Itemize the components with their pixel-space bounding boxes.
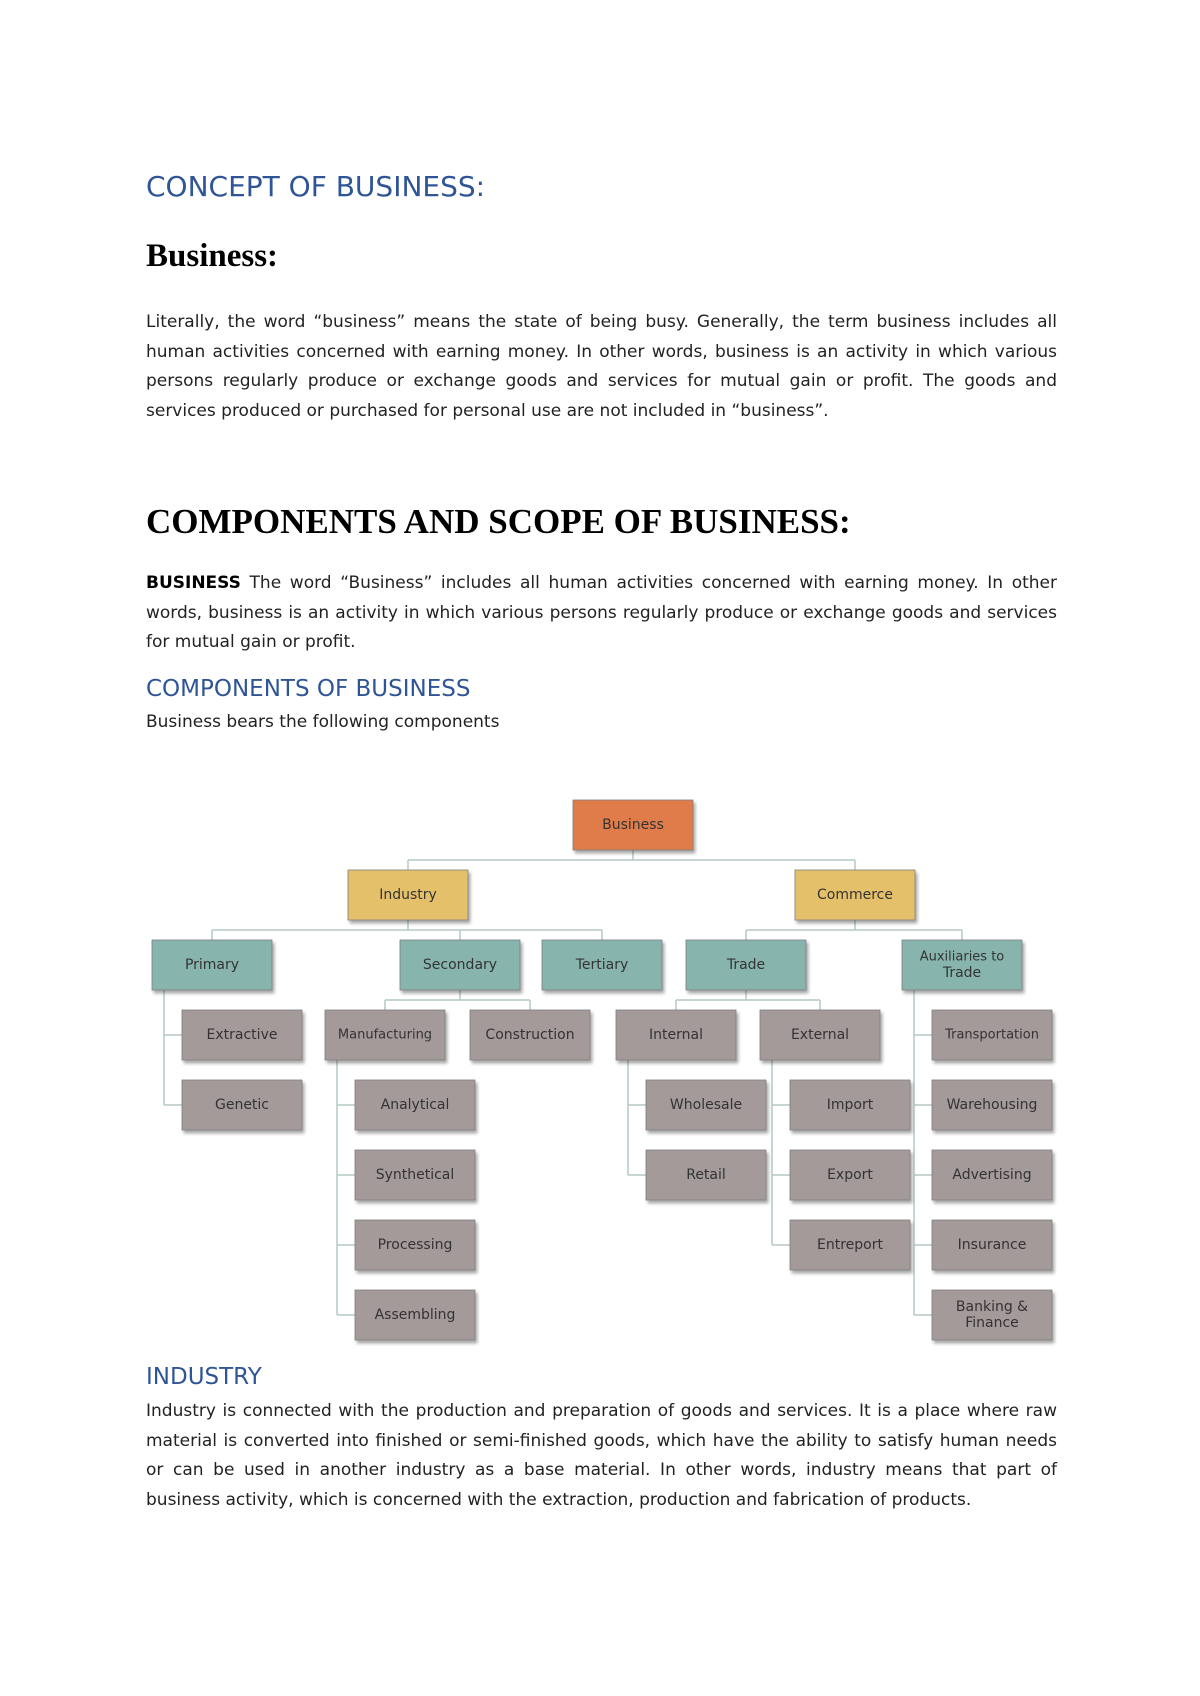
node-label-external: External [790,1027,850,1043]
node-label-business: Business [602,817,664,833]
node-primary [152,940,272,990]
node-label-processing: Processing [377,1237,453,1253]
node-label-genetic: Genetic [214,1097,270,1113]
concept-heading: CONCEPT OF BUSINESS: [146,170,486,203]
industry-paragraph: Industry is connected with the production and preparation of goods and services. It is a place where raw material is converted into finished or semi-finished goods, which have the ability to satisfy human needs or can be used in another industry as a base material. In other words, industry means that part of business activity, which is concerned with the extraction, production and fabrication of products. [146,1401,1057,1510]
components-scope-heading: COMPONENTS AND SCOPE OF BUSINESS: [146,502,851,541]
node-internal [616,1010,736,1060]
node-label-auxiliaries-0: Auxiliaries to [919,949,1005,965]
node-commerce [795,870,915,920]
node-label-banking-1: Finance [965,1315,1019,1331]
node-genetic [182,1080,302,1130]
node-banking [932,1290,1052,1340]
node-synthetical [355,1150,475,1200]
node-label-entreport: Entreport [817,1237,883,1253]
node-warehousing [932,1080,1052,1130]
node-retail [646,1150,766,1200]
node-label-trade: Trade [726,957,766,973]
node-label-wholesale: Wholesale [669,1097,743,1113]
business-components-diagram [140,780,1070,1350]
components-heading: COMPONENTS OF BUSINESS [146,676,471,702]
industry-heading: INDUSTRY [146,1364,262,1390]
node-secondary [400,940,520,990]
node-transportation [932,1010,1052,1060]
node-advertising [932,1150,1052,1200]
node-insurance [932,1220,1052,1270]
node-label-assembling: Assembling [374,1307,456,1323]
node-trade [686,940,806,990]
node-label-export: Export [827,1167,873,1183]
node-label-extractive: Extractive [206,1027,278,1043]
node-tertiary [542,940,662,990]
node-label-advertising: Advertising [952,1167,1032,1183]
node-export [790,1150,910,1200]
node-label-banking-0: Banking & [955,1299,1029,1315]
node-label-auxiliaries-1: Trade [942,965,982,981]
node-label-retail: Retail [686,1167,726,1183]
node-label-industry: Industry [379,887,437,903]
node-label-secondary: Secondary [422,957,498,973]
node-label-insurance: Insurance [957,1237,1027,1253]
node-label-internal: Internal [649,1027,703,1043]
node-manufacturing [325,1010,445,1060]
business-heading: Business: [146,238,279,274]
node-label-manufacturing: Manufacturing [337,1027,433,1043]
node-label-commerce: Commerce [817,887,893,903]
node-assembling [355,1290,475,1340]
node-industry [348,870,468,920]
node-label-warehousing: Warehousing [946,1097,1038,1113]
node-auxiliaries [902,940,1022,990]
node-entreport [790,1220,910,1270]
node-processing [355,1220,475,1270]
node-label-tertiary: Tertiary [575,957,629,973]
node-business [573,800,693,850]
node-label-import: Import [826,1097,874,1113]
node-label-construction: Construction [485,1027,575,1043]
node-label-primary: Primary [184,957,240,973]
node-label-synthetical: Synthetical [375,1167,455,1183]
business-definition-paragraph: Literally, the word “business” means the state of being busy. Generally, the term business includes all human activities concerned with earning money. In other words, business is an activity in which various persons regularly produce or exchange goods and services for mutual gain or profit. The goods and services produced or purchased for personal use are not included in “business”. [146,312,1057,421]
business-scope-text: The word “Business” includes all human activities concerned with earning money. In other words, business is an activity in which various persons regularly produce or exchange goods and services for mutual gain or profit. [146,573,1057,652]
node-import [790,1080,910,1130]
node-label-analytical: Analytical [380,1097,450,1113]
components-intro: Business bears the following components [146,712,500,732]
node-wholesale [646,1080,766,1130]
node-external [760,1010,880,1060]
business-lead-word: BUSINESS [146,573,241,593]
node-analytical [355,1080,475,1130]
diagram-nodes [152,800,1052,1340]
node-extractive [182,1010,302,1060]
node-label-transportation: Transportation [945,1027,1039,1043]
business-scope-paragraph [146,569,1057,658]
node-construction [470,1010,590,1060]
